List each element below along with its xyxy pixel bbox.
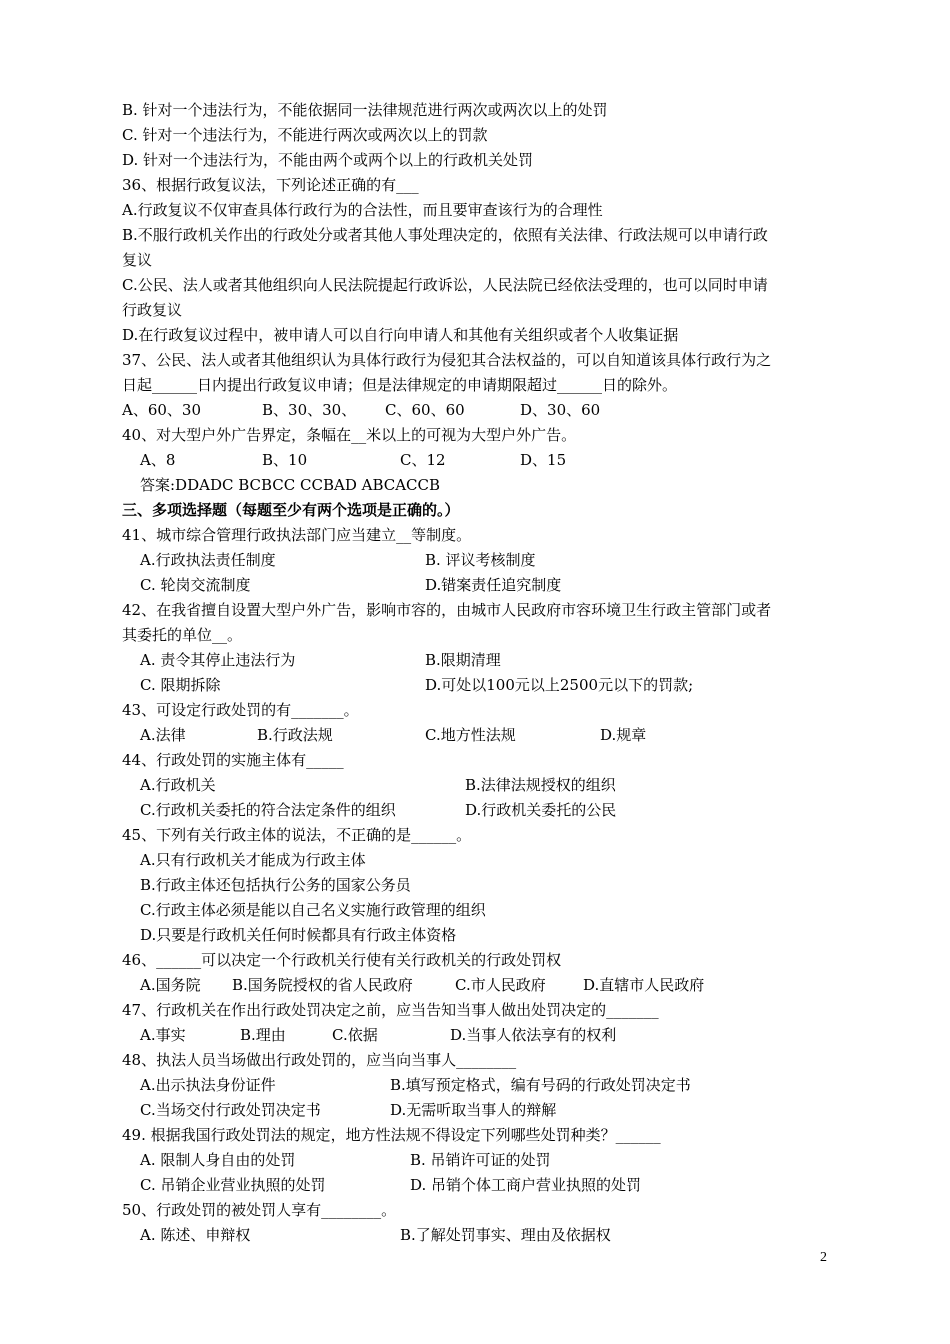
question-36: 36、根据行政复议法，下列论述正确的有___ (122, 176, 419, 194)
option: D.行政机关委托的公民 (465, 801, 617, 819)
option: C.市人民政府 (455, 976, 546, 994)
option: B.行政法规 (257, 726, 333, 744)
option: A.法律 (140, 726, 186, 744)
answer-key: 答案:DDADC BCBCC CCBAD ABCACCB (140, 476, 441, 494)
option: D.只要是行政机关任何时候都具有行政主体资格 (140, 926, 457, 944)
option: A.行政执法责任制度 (140, 551, 276, 569)
option: C.当场交付行政处罚决定书 (140, 1101, 321, 1119)
option: C. 轮岗交流制度 (140, 576, 251, 594)
text-line: B. 针对一个违法行为，不能依据同一法律规范进行两次或两次以上的处罚 (122, 101, 608, 119)
question-50: 50、行政处罚的被处罚人享有________。 (122, 1201, 397, 1219)
option: A. 限制人身自由的处罚 (140, 1151, 296, 1169)
option: B.行政主体还包括执行公务的国家公务员 (140, 876, 411, 894)
option: B. 吊销许可证的处罚 (410, 1151, 551, 1169)
question-37: 37、公民、法人或者其他组织认为具体行政行为侵犯其合法权益的，可以自知道该具体行政行为之 (122, 351, 772, 369)
question-40: 40、对大型户外广告界定，条幅在__米以上的可视为大型户外广告。 (122, 426, 577, 444)
page-number: 2 (820, 1250, 827, 1265)
question-47: 47、行政机关在作出行政处罚决定之前，应当告知当事人做出处罚决定的_______ (122, 1001, 659, 1019)
option: C.地方性法规 (425, 726, 516, 744)
option: A.国务院 (140, 976, 201, 994)
option: C. 吊销企业营业执照的处罚 (140, 1176, 326, 1194)
option: A.只有行政机关才能成为行政主体 (140, 851, 366, 869)
option: C.依据 (332, 1026, 378, 1044)
question-42: 42、在我省擅自设置大型户外广告，影响市容的，由城市人民政府市容环境卫生行政主管部门或者 (122, 601, 772, 619)
question-49: 49. 根据我国行政处罚法的规定，地方性法规不得设定下列哪些处罚种类？______ (122, 1126, 661, 1144)
option: A.行政机关 (140, 776, 216, 794)
option: A、60、30 (122, 401, 202, 419)
option: C.行政机关委托的符合法定条件的组织 (140, 801, 396, 819)
question-44: 44、行政处罚的实施主体有_____ (122, 751, 344, 769)
option: C.行政主体必须是能以自己名义实施行政管理的组织 (140, 901, 486, 919)
text-line: A.行政复议不仅审查具体行政行为的合法性，而且要审查该行为的合理性 (122, 201, 603, 219)
option: A. 责令其停止违法行为 (140, 651, 296, 669)
question-43: 43、可设定行政处罚的有_______。 (122, 701, 359, 719)
text-line: C. 针对一个违法行为，不能进行两次或两次以上的罚款 (122, 126, 488, 144)
question-45: 45、下列有关行政主体的说法，不正确的是______。 (122, 826, 472, 844)
question-46: 46、______可以决定一个行政机关行使有关行政机关的行政处罚权 (122, 951, 562, 969)
text-line: C.公民、法人或者其他组织向人民法院提起行政诉讼，人民法院已经依法受理的，也可以同时申请 (122, 276, 768, 294)
question-48: 48、执法人员当场做出行政处罚的，应当向当事人________ (122, 1051, 517, 1069)
text-line: 复议 (122, 251, 153, 269)
text-line: 行政复议 (122, 301, 183, 319)
option: D.错案责任追究制度 (425, 576, 562, 594)
option: A.事实 (140, 1026, 186, 1044)
option: D.无需听取当事人的辩解 (390, 1101, 557, 1119)
option: B.限期清理 (425, 651, 501, 669)
option: B.了解处罚事实、理由及依据权 (400, 1226, 611, 1244)
text-line: 其委托的单位__。 (122, 626, 243, 644)
option: D.当事人依法享有的权利 (450, 1026, 617, 1044)
option: D. 吊销个体工商户营业执照的处罚 (410, 1176, 642, 1194)
option: C. 限期拆除 (140, 676, 221, 694)
option: B.法律法规授权的组织 (465, 776, 616, 794)
option: B、10 (262, 451, 308, 469)
option: D、30、60 (520, 401, 601, 419)
option: A. 陈述、申辩权 (140, 1226, 251, 1244)
option: C、60、60 (385, 401, 465, 419)
text-line: D. 针对一个违法行为，不能由两个或两个以上的行政机关处罚 (122, 151, 534, 169)
option: C、12 (400, 451, 446, 469)
option: D.直辖市人民政府 (583, 976, 705, 994)
option: B. 评议考核制度 (425, 551, 536, 569)
option: B.理由 (240, 1026, 286, 1044)
option: A、8 (140, 451, 176, 469)
option: D.可处以100元以上2500元以下的罚款; (425, 676, 694, 694)
section-heading: 三、多项选择题（每题至少有两个选项是正确的。） (122, 501, 460, 519)
option: B.填写预定格式，编有号码的行政处罚决定书 (390, 1076, 691, 1094)
option: A.出示执法身份证件 (140, 1076, 276, 1094)
text-line: B.不服行政机关作出的行政处分或者其他人事处理决定的，依照有关法律、行政法规可以申请行政 (122, 226, 768, 244)
question-41: 41、城市综合管理行政执法部门应当建立__等制度。 (122, 526, 472, 544)
text-line: D.在行政复议过程中，被申请人可以自行向申请人和其他有关组织或者个人收集证据 (122, 326, 679, 344)
option: B、30、30、 (262, 401, 357, 419)
option: B.国务院授权的省人民政府 (232, 976, 413, 994)
option: D、15 (520, 451, 567, 469)
text-line: 日起______日内提出行政复议申请；但是法律规定的申请期限超过______日的除外。 (122, 376, 678, 394)
option: D.规章 (600, 726, 647, 744)
